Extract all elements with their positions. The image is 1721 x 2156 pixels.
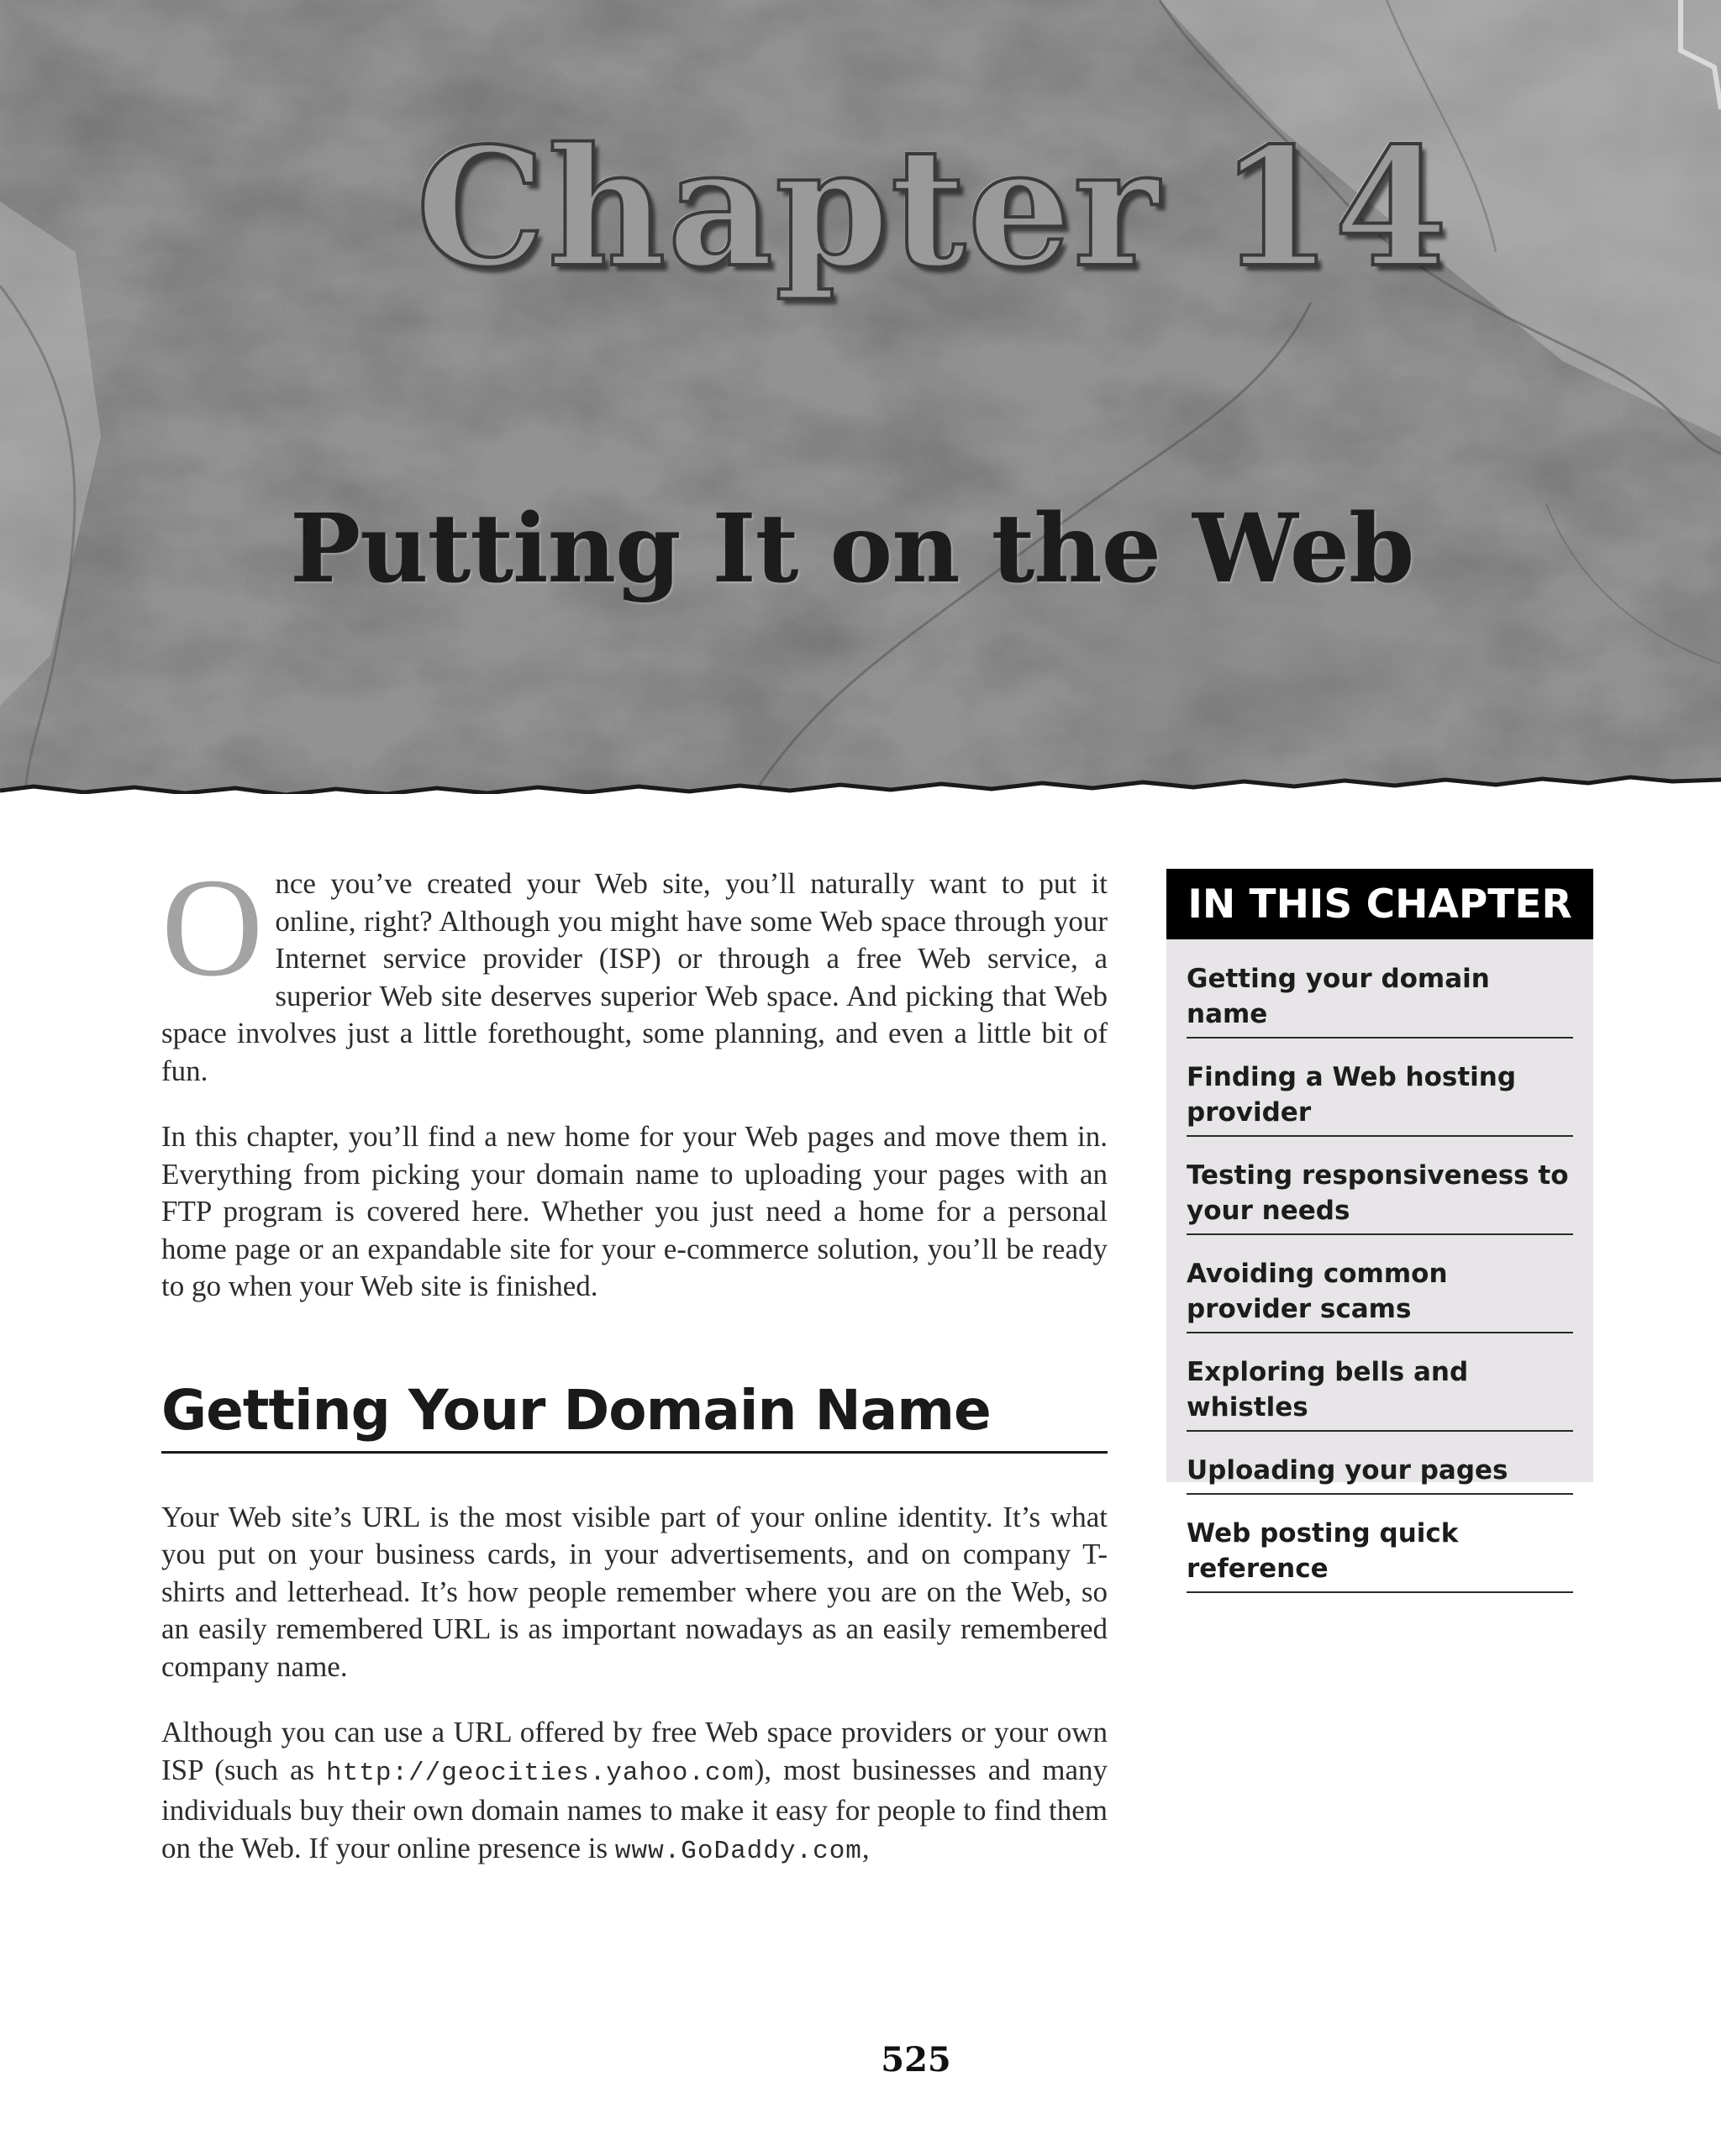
page-number: 525 — [881, 2040, 951, 2080]
sidebar-item-responsiveness: Testing responsiveness to your needs — [1187, 1151, 1573, 1235]
sidebar-item-quick-reference: Web posting quick reference — [1187, 1509, 1573, 1593]
intro-paragraph-1-text: nce you’ve created your Web site, you’ll naturally want to put it online, right? Although you might have some Web space through your Internet service provider (ISP) or through a free Web service, a superior Web site deserves superior Web space. And picking that Web space involves just a little forethought, some planning, and even a little bit of fun. — [161, 867, 1108, 1087]
in-this-chapter-sidebar — [1166, 869, 1593, 1584]
sidebar-item-hosting-provider: Finding a Web hosting provider — [1187, 1053, 1573, 1137]
intro-paragraph-2: In this chapter, you’ll find a new home for your Web pages and move them in. Everything from picking your domain name to uploading your pages with an FTP program is covered here. Whether you just need a home for a personal home page or an expandable site for your e-commerce solution, you’ll be ready to go when your Web site is finished. — [161, 1120, 1108, 1302]
section-paragraph-2-text-a: Although you can use a URL offered by free Web space providers or your own ISP (such as — [161, 1716, 1108, 1786]
sidebar-item-uploading: Uploading your pages — [1187, 1446, 1573, 1495]
sidebar-topic-list — [1166, 939, 1593, 1593]
intro-paragraph-1 — [161, 849, 1108, 1090]
sidebar-item-bells-whistles: Exploring bells and whistles — [1187, 1348, 1573, 1432]
section-paragraph-1: Your Web site’s URL is the most visible part of your online identity. It’s what you put on your business cards, in your advertisements, and on company T-shirts and letterhead. It’s how people remember where you are on the Web, so an easily remembered URL is as important nowadays as an easily remembered company name. — [161, 1500, 1108, 1683]
chapter-number: Chapter 14 — [416, 112, 1450, 303]
section-paragraph-2-text-c: , — [861, 1831, 870, 1864]
sidebar-item-provider-scams: Avoiding common provider scams — [1187, 1249, 1573, 1333]
section-paragraph-2 — [161, 1714, 1108, 1870]
section-paragraph-2-text-b: ), most businesses and many individuals buy their own domain names to make it easy for people to find them on the Web. If your online presence is — [161, 1753, 1108, 1864]
sidebar-title: IN THIS CHAPTER — [1166, 869, 1593, 939]
chapter-banner — [0, 0, 1721, 794]
drop-cap: O — [161, 849, 264, 1006]
main-column — [161, 849, 1108, 1899]
chapter-title: Putting It on the Web — [290, 494, 1414, 604]
geocities-url: http://geocities.yahoo.com — [326, 1758, 755, 1788]
sidebar-item-domain-name: Getting your domain name — [1187, 954, 1573, 1039]
section-heading: Getting Your Domain Name — [161, 1381, 1108, 1454]
godaddy-url: www.GoDaddy.com — [614, 1836, 862, 1866]
